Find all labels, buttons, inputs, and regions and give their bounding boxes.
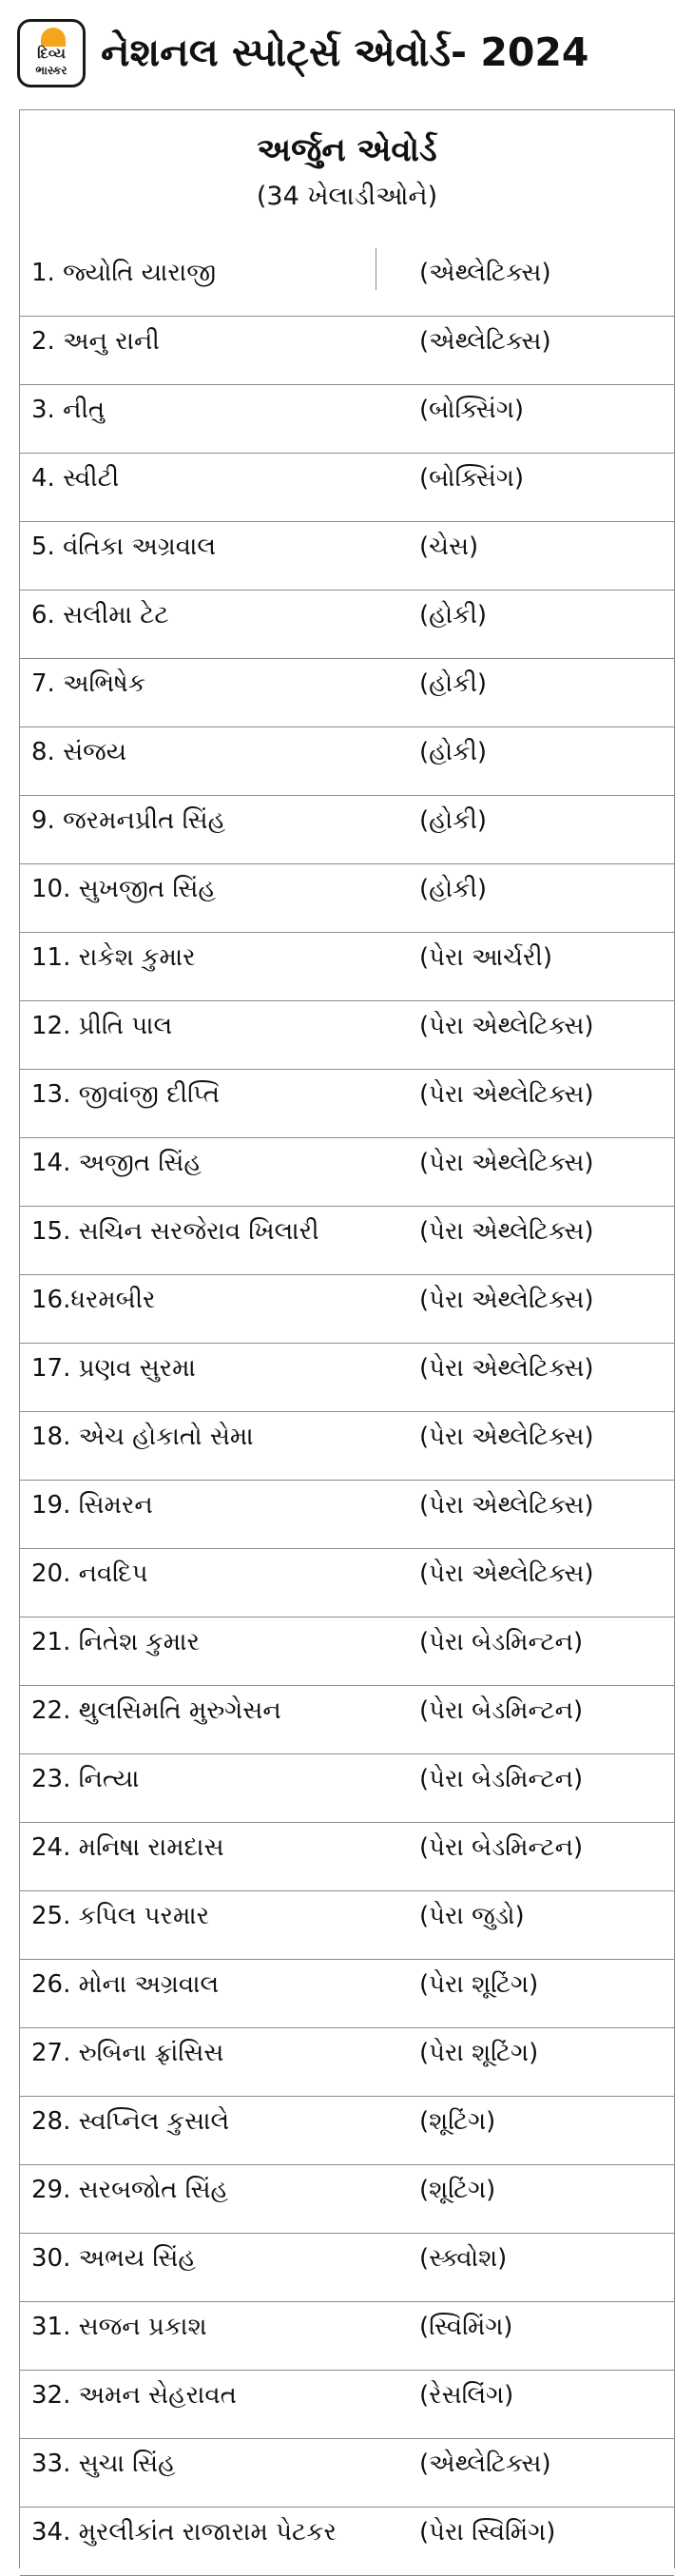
player-sport: (પેરા એથ્લેટિક્સ): [419, 1354, 594, 1383]
player-sport: (ચેસ): [419, 533, 479, 561]
player-name: 26. મોના અગ્રવાલ: [31, 1970, 220, 1999]
table-row: [20, 1549, 674, 1617]
player-sport: (પેરા એથ્લેટિક્સ): [419, 1149, 594, 1177]
player-name: 17. પ્રણવ સુરમા: [31, 1354, 196, 1383]
player-sport: (પેરા શૂટિંગ): [419, 1970, 539, 1999]
player-name: 28. સ્વપ્નિલ કુસાલે: [31, 2107, 230, 2136]
player-sport: (સ્ક્વોશ): [419, 2244, 508, 2273]
player-sport: (પેરા શૂટિંગ): [419, 2039, 539, 2067]
player-sport: (શૂટિંગ): [419, 2107, 496, 2136]
table-row: [20, 248, 674, 317]
player-sport: (હોકી): [419, 601, 488, 629]
award-title: અર્જુન એવોર્ડ: [257, 131, 437, 169]
table-row: [20, 1823, 674, 1891]
player-sport: (એથ્લેટિક્સ): [419, 2450, 551, 2478]
table-row: [20, 1686, 674, 1754]
table-row: [20, 1481, 674, 1549]
table-row: [20, 1275, 674, 1344]
player-name: 22. થુલસિમતિ મુરુગેસન: [31, 1696, 281, 1725]
player-name: 1. જ્યોતિ યારાજી: [31, 259, 217, 287]
player-sport: (પેરા એથ્લેટિક્સ): [419, 1012, 594, 1040]
divya-bhaskar-logo[interactable]: [17, 19, 86, 87]
table-row: [20, 1207, 674, 1275]
table-row: [20, 454, 674, 522]
table-row: [20, 1344, 674, 1412]
player-name: 33. સુચા સિંહ: [31, 2450, 176, 2478]
table-row: [20, 2302, 674, 2371]
table-row: [20, 1891, 674, 1960]
player-name: 29. સરબજોત સિંહ: [31, 2176, 229, 2204]
award-subtitle: (34 ખેલાડીઓને): [256, 182, 438, 211]
player-name: 30. અભય સિંહ: [31, 2244, 196, 2273]
player-name: 6. સલીમા ટેટ: [31, 601, 169, 629]
player-name: 23. નિત્યા: [31, 1765, 140, 1793]
player-sport: (શૂટિંગ): [419, 2176, 496, 2204]
player-name: 32. અમન સેહરાવત: [31, 2381, 237, 2410]
player-name: 5. વંતિકા અગ્રવાલ: [31, 533, 217, 561]
player-name: 8. સંજય: [31, 738, 127, 766]
player-name: 34. મુરલીકાંત રાજારામ પેટકર: [31, 2518, 337, 2547]
player-sport: (રેસલિંગ): [419, 2381, 514, 2410]
player-sport: (પેરા બેડમિન્ટન): [419, 1628, 584, 1656]
table-row: [20, 796, 674, 864]
player-sport: (હોકી): [419, 875, 488, 903]
table-row: [20, 2508, 674, 2576]
page-headline: નેશનલ સ્પોર્ટ્સ એવોર્ડ- 2024: [101, 29, 589, 75]
player-name: 4. સ્વીટી: [31, 464, 120, 493]
page-header: [0, 0, 694, 103]
player-sport: (પેરા બેડમિન્ટન): [419, 1696, 584, 1725]
player-name: 10. સુખજીત સિંહ: [31, 875, 216, 903]
player-name: 2. અનુ રાની: [31, 327, 160, 356]
table-row: [20, 591, 674, 659]
table-row: [20, 727, 674, 796]
player-name: 14. અજીત સિંહ: [31, 1149, 202, 1177]
player-name: 3. નીતુ: [31, 396, 106, 424]
table-row: [20, 2097, 674, 2165]
player-sport: (બોક્સિંગ): [419, 464, 524, 493]
player-sport: (પેરા એથ્લેટિક્સ): [419, 1559, 594, 1588]
player-name: 31. સજન પ્રકાશ: [31, 2313, 207, 2341]
table-row: [20, 2234, 674, 2302]
player-sport: (પેરા એથ્લેટિક્સ): [419, 1286, 594, 1314]
player-sport: (હોકી): [419, 738, 488, 766]
table-row: [20, 1617, 674, 1686]
table-row: [20, 522, 674, 591]
player-sport: (હોકી): [419, 669, 488, 698]
player-name: 19. સિમરન: [31, 1491, 153, 1520]
logo-text-line2: ભાસ્કર: [35, 64, 67, 77]
player-name: 7. અભિષેક: [31, 669, 146, 698]
player-sport: (પેરા જુડો): [419, 1902, 525, 1930]
player-sport: (પેરા એથ્લેટિક્સ): [419, 1491, 594, 1520]
player-sport: (એથ્લેટિક્સ): [419, 259, 551, 287]
player-sport: (એથ્લેટિક્સ): [419, 327, 551, 356]
table-row: [20, 1754, 674, 1823]
table-row: [20, 2028, 674, 2097]
table-row: [20, 1412, 674, 1481]
player-name: 25. કપિલ પરમાર: [31, 1902, 210, 1930]
table-row: [20, 385, 674, 454]
table-row: [20, 864, 674, 933]
table-row: [20, 1960, 674, 2028]
sun-icon: [41, 28, 66, 47]
player-list: [20, 248, 674, 2576]
table-row: [20, 1138, 674, 1207]
player-name: 13. જીવાંજી દીપ્તિ: [31, 1080, 221, 1109]
player-sport: (બોક્સિંગ): [419, 396, 524, 424]
player-sport: (પેરા આર્ચરી): [419, 943, 552, 972]
player-sport: (પેરા એથ્લેટિક્સ): [419, 1217, 594, 1246]
player-name: 15. સચિન સરજેરાવ ખિલારી: [31, 1217, 319, 1246]
player-sport: (પેરા એથ્લેટિક્સ): [419, 1423, 594, 1451]
player-name: 12. પ્રીતિ પાલ: [31, 1012, 173, 1040]
player-sport: (પેરા બેડમિન્ટન): [419, 1765, 584, 1793]
player-name: 16.ધરમબીર: [31, 1286, 156, 1314]
player-name: 24. મનિષા રામદાસ: [31, 1833, 224, 1862]
player-name: 27. રુબિના ફ્રાંસિસ: [31, 2039, 224, 2067]
table-row: [20, 1070, 674, 1138]
player-name: 20. નવદિપ: [31, 1559, 148, 1588]
player-sport: (પેરા સ્વિમિંગ): [419, 2518, 556, 2547]
table-row: [20, 1001, 674, 1070]
player-name: 18. એચ હોકાતો સેમા: [31, 1423, 254, 1451]
table-row: [20, 933, 674, 1001]
player-sport: (પેરા બેડમિન્ટન): [419, 1833, 584, 1862]
player-sport: (સ્વિમિંગ): [419, 2313, 513, 2341]
player-name: 21. નિતેશ કુમાર: [31, 1628, 200, 1656]
player-sport: (પેરા એથ્લેટિક્સ): [419, 1080, 594, 1109]
table-row: [20, 2439, 674, 2508]
table-row: [20, 2165, 674, 2234]
player-name: 11. રાકેશ કુમાર: [31, 943, 196, 972]
table-row: [20, 2371, 674, 2439]
table-row: [20, 317, 674, 385]
award-table: [19, 109, 675, 2568]
logo-text-line1: દિવ્ય: [37, 45, 66, 62]
table-row: [20, 659, 674, 727]
player-sport: (હોકી): [419, 806, 488, 835]
player-name: 9. જરમનપ્રીત સિંહ: [31, 806, 226, 835]
